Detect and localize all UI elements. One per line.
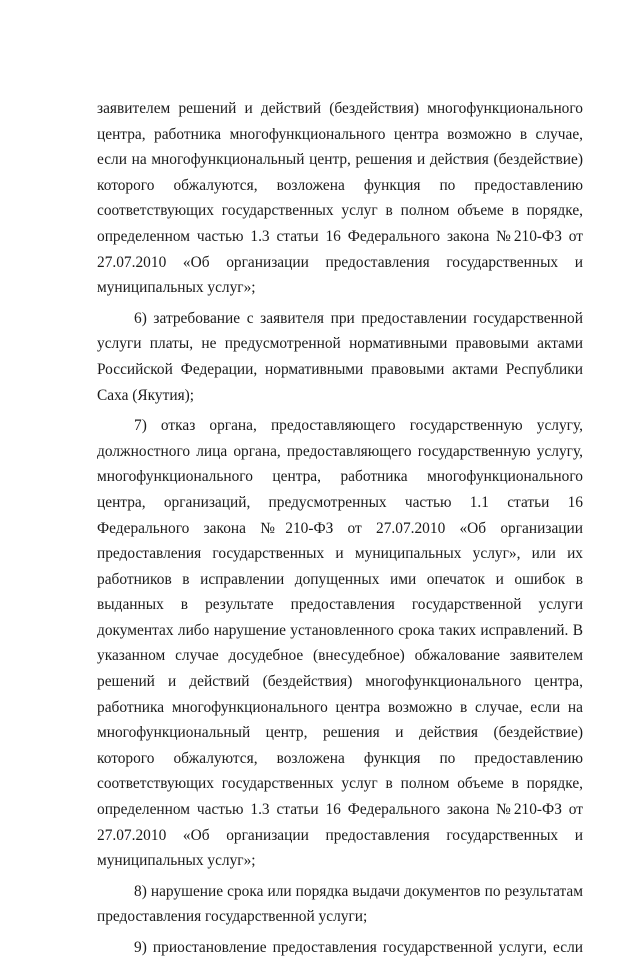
- document-body: [97, 96, 583, 961]
- paragraph-continuation: заявителем решений и действий (бездействия) многофункционального центра, работника многофункционального центра возможно в случае, если на многофункциональный центр, решения и действия (бездействие) которого обжалуются, возложена функция по предоставлению соответствующих государственных услуг в полном объеме в порядке, определенном частью 1.3 статьи 16 Федерального закона №210-ФЗ от 27.07.2010 «Об организации предоставления государственных и муниципальных услуг»;: [97, 100, 583, 297]
- paragraph-item-8: 8) нарушение срока или порядка выдачи документов по результатам предоставления государственной услуги;: [97, 882, 583, 926]
- paragraph-item-9: 9) приостановление предоставления государственной услуги, если: [134, 939, 583, 956]
- paragraph-item-7: 7) отказ органа, предоставляющего государственную услугу, должностного лица органа, предоставляющего государственную услугу, многофункционального центра, работника многофункционального центра, организаций, предусмотренных частью 1.1 статьи 16 Федерального закона №210-ФЗ от 27.07.2010 «Об организации предоставления государственных и муниципальных услуг», или их работников в исправлении допущенных ими опечаток и ошибок в выданных в результате предоставления государственной услуги документах либо нарушение установленного срока таких исправлений. В указанном случае досудебное (внесудебное) обжалование заявителем решений и действий (бездействия) многофункционального центра, работника многофункционального центра возможно в случае, если на многофункциональный центр, решения и действия (бездействие) которого обжалуются, возложена функция по предоставлению соответствующих государственных услуг в полном объеме в порядке, определенном частью 1.3 статьи 16 Федерального закона №210-ФЗ от 27.07.2010 «Об организации предоставления государственных и муниципальных услуг»;: [97, 417, 583, 870]
- paragraph-item-6: 6) затребование с заявителя при предоставлении государственной услуги платы, не предусмотренной нормативными правовыми актами Российской Федерации, нормативными правовыми актами Республики Саха (Якутия);: [97, 309, 583, 404]
